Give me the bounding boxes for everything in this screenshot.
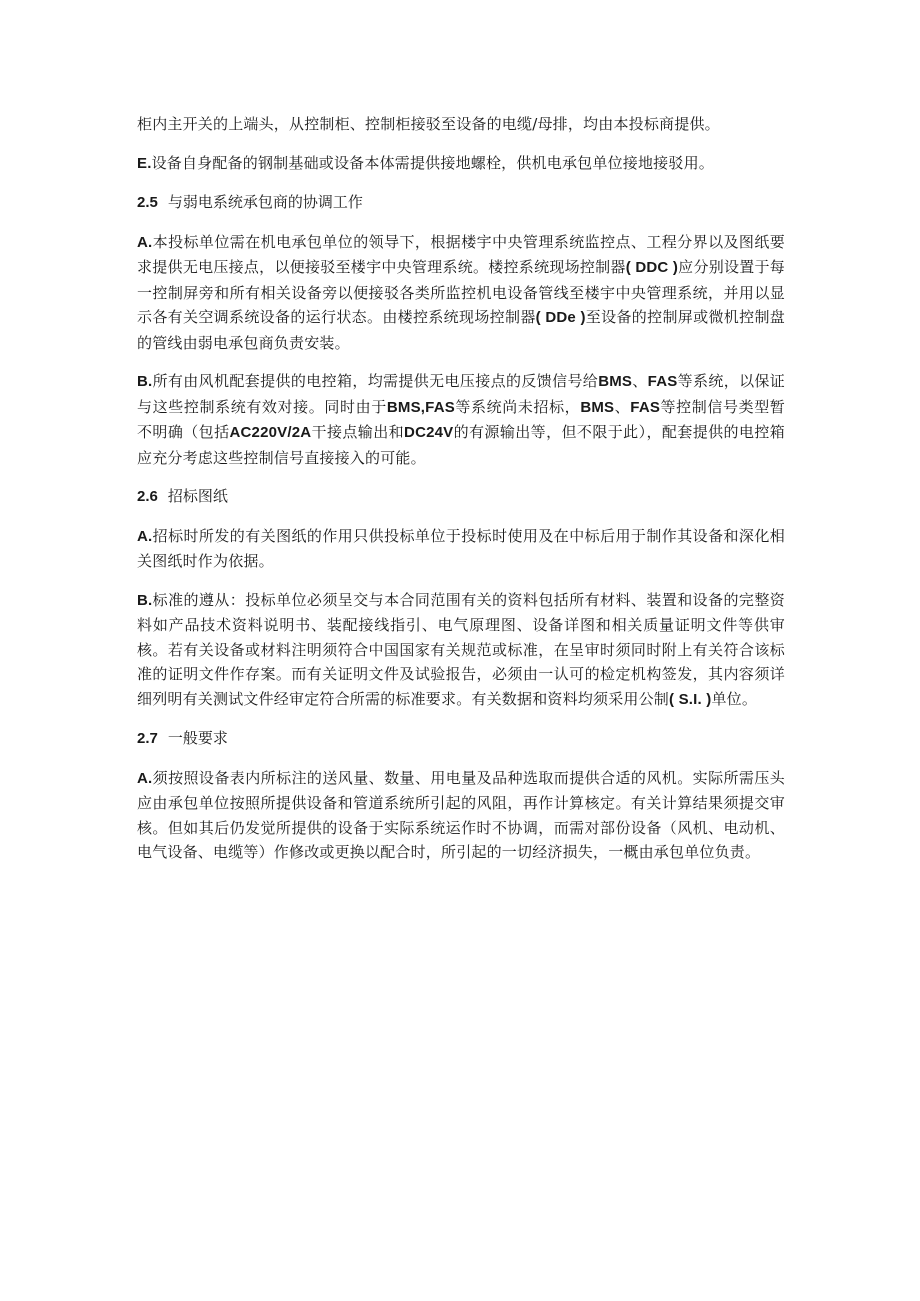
paragraph-2-5-b: B.所有由风机配套提供的电控箱，均需提供无电压接点的反馈信号给BMS、FAS等系统，以保证与这些控制系统有效对接。同时由于BMS,FAS等系统尚未招标，BMS、FAS等控制信号类型暂不明确（包括AC220V/2A干接点输出和DC24V的有源输出等，但不限于此），配套提供的电控箱应充分考虑这些控制信号直接接入的可能。 bbox=[137, 372, 786, 467]
paragraph-2-7-a: A.须按照设备表内所标注的送风量、数量、用电量及品种选取而提供合适的风机。实际所需压头应由承包单位按照所提供设备和管道系统所引起的风阻，再作计算核定。有关计算结果须提交审核。但如其后仍发觉所提供的设备于实际系统运作时不协调，而需对部份设备（风机、电动机、电气设备、电缆等）作修改或更换以配合时，所引起的一切经济损失，一概由承包单位负责。 bbox=[137, 768, 785, 861]
section-heading-2-6: 2.6 招标图纸 bbox=[137, 487, 228, 505]
paragraph-2-6-b: B.标准的遵从：投标单位必须呈交与本合同范围有关的资料包括所有材料、装置和设备的完整资料如产品技术资料说明书、装配接线指引、电气原理图、设备详图和相关质量证明文件等供审核。若有关设备或材料注明须符合中国国家有关规范或标准，在呈审时须同时附上有关符合该标准的证明文件作存案。而有关证明文件及试验报告，必须由一认可的检定机构签发，其内容须详细列明有关测试文件经审定符合所需的标准要求。有关数据和资料均须采用公制( S.I. )单位。 bbox=[137, 590, 785, 708]
paragraph-continuation: 柜内主开关的上端头，从控制柜、控制柜接驳至设备的电缆/母排，均由本投标商提供。 bbox=[137, 115, 720, 133]
section-heading-2-5: 2.5 与弱电系统承包商的协调工作 bbox=[137, 193, 363, 211]
section-heading-2-7: 2.7 一般要求 bbox=[137, 729, 228, 747]
paragraph-2-6-a: A.招标时所发的有关图纸的作用只供投标单位于投标时使用及在中标后用于制作其设备和深化相关图纸时作为依据。 bbox=[137, 526, 785, 570]
paragraph-e: E.设备自身配备的钢制基础或设备本体需提供接地螺栓，供机电承包单位接地接驳用。 bbox=[137, 153, 714, 172]
paragraph-2-5-a: A.本投标单位需在机电承包单位的领导下，根据楼宇中央管理系统监控点、工程分界以及图纸要求提供无电压接点，以便接驳至楼宇中央管理系统。楼控系统现场控制器( DDC )应分别设置于每一控制屏旁和所有相关设备旁以便接驳各类所监控机电设备管线至楼宇中央管理系统，并用以显示各有关空调系统设备的运行状态。由楼控系统现场控制器( DDe )至设备的控制屏或微机控制盘的管线由弱电承包商负责安装。 bbox=[137, 232, 786, 352]
document-page bbox=[137, 112, 785, 865]
